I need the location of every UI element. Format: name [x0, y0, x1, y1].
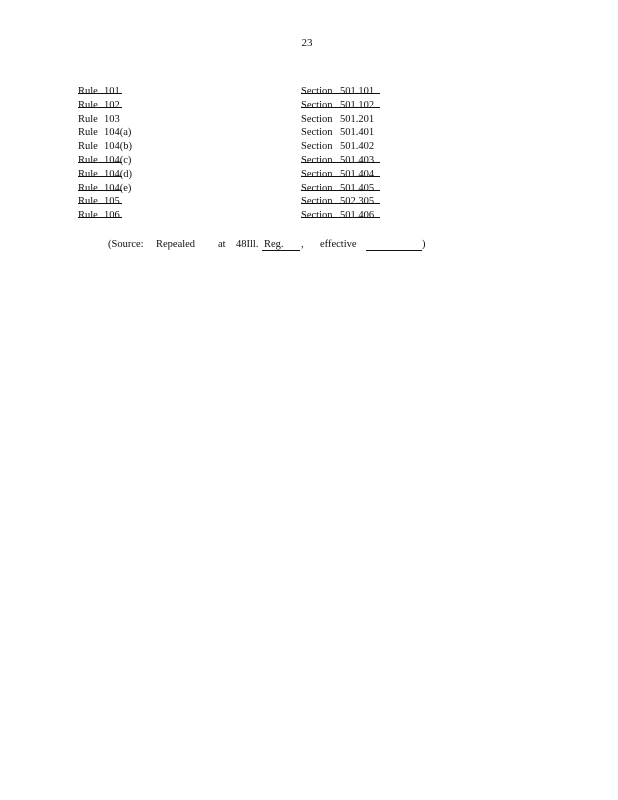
section-number: 501.402 [340, 141, 375, 153]
rule-label: Rule [78, 99, 98, 111]
rule-label: Rule [78, 141, 98, 153]
source-effective: effective [320, 239, 357, 250]
section-strikethrough [301, 190, 380, 191]
section-number: 501.403 [340, 154, 375, 166]
section-number: 502.305 [340, 196, 375, 208]
rule-label: Rule [78, 154, 98, 166]
section-number: 501.101 [340, 86, 375, 97]
source-open: (Source: [108, 239, 144, 250]
rule-number: 102 [104, 99, 120, 111]
section-label: Section [301, 168, 333, 180]
rule-strikethrough [78, 176, 122, 177]
rule-number: 104(e) [104, 182, 132, 194]
rule-label: Rule [78, 113, 98, 125]
rule-strikethrough [78, 217, 122, 218]
rule-number: 104(d) [104, 168, 132, 180]
rule-label: Rule [78, 196, 98, 208]
section-label: Section [301, 141, 333, 153]
section-strikethrough [301, 176, 380, 177]
rule-number: 104(b) [104, 141, 132, 153]
effective-date-blank [366, 240, 422, 251]
rule-strikethrough [78, 107, 122, 108]
source-close: ) [422, 239, 426, 250]
rule-strikethrough [78, 93, 122, 94]
rule-strikethrough [78, 162, 122, 163]
section-number: 501.401 [340, 127, 375, 139]
rule-label: Rule [78, 168, 98, 180]
section-label: Section [301, 210, 333, 222]
rule-number: 106 [104, 210, 120, 222]
source-comma: , [301, 239, 304, 250]
page-number: 23 [301, 37, 313, 49]
rule-label: Rule [78, 182, 98, 194]
rule-label: Rule [78, 127, 98, 139]
section-label: Section [301, 86, 333, 97]
section-number: 501.102 [340, 99, 375, 111]
register-blank [262, 240, 300, 251]
section-number: 501.405 [340, 182, 375, 194]
source-at: at [218, 239, 226, 250]
rule-label: Rule [78, 86, 98, 97]
section-number: 501.201 [340, 113, 375, 125]
section-strikethrough [301, 107, 380, 108]
section-label: Section [301, 154, 333, 166]
rule-number: 104(a) [104, 127, 132, 139]
section-number: 501.406 [340, 210, 375, 222]
section-strikethrough [301, 162, 380, 163]
rule-strikethrough [78, 203, 122, 204]
section-label: Section [301, 196, 333, 208]
source-reg: Reg. [264, 239, 284, 250]
source-citation: 48Ill. [236, 239, 259, 250]
rule-label: Rule [78, 210, 98, 222]
section-strikethrough [301, 203, 380, 204]
rule-strikethrough [78, 190, 122, 191]
source-repealed: Repealed [156, 239, 196, 250]
rule-number: 103 [104, 113, 120, 125]
section-label: Section [301, 182, 333, 194]
section-label: Section [301, 99, 333, 111]
rule-number: 105 [104, 196, 120, 208]
section-strikethrough [301, 217, 380, 218]
section-label: Section [301, 113, 333, 125]
rule-number: 104(c) [104, 154, 132, 166]
section-strikethrough [301, 93, 380, 94]
section-label: Section [301, 127, 333, 139]
rule-number: 101 [104, 86, 120, 97]
section-number: 501.404 [340, 168, 375, 180]
